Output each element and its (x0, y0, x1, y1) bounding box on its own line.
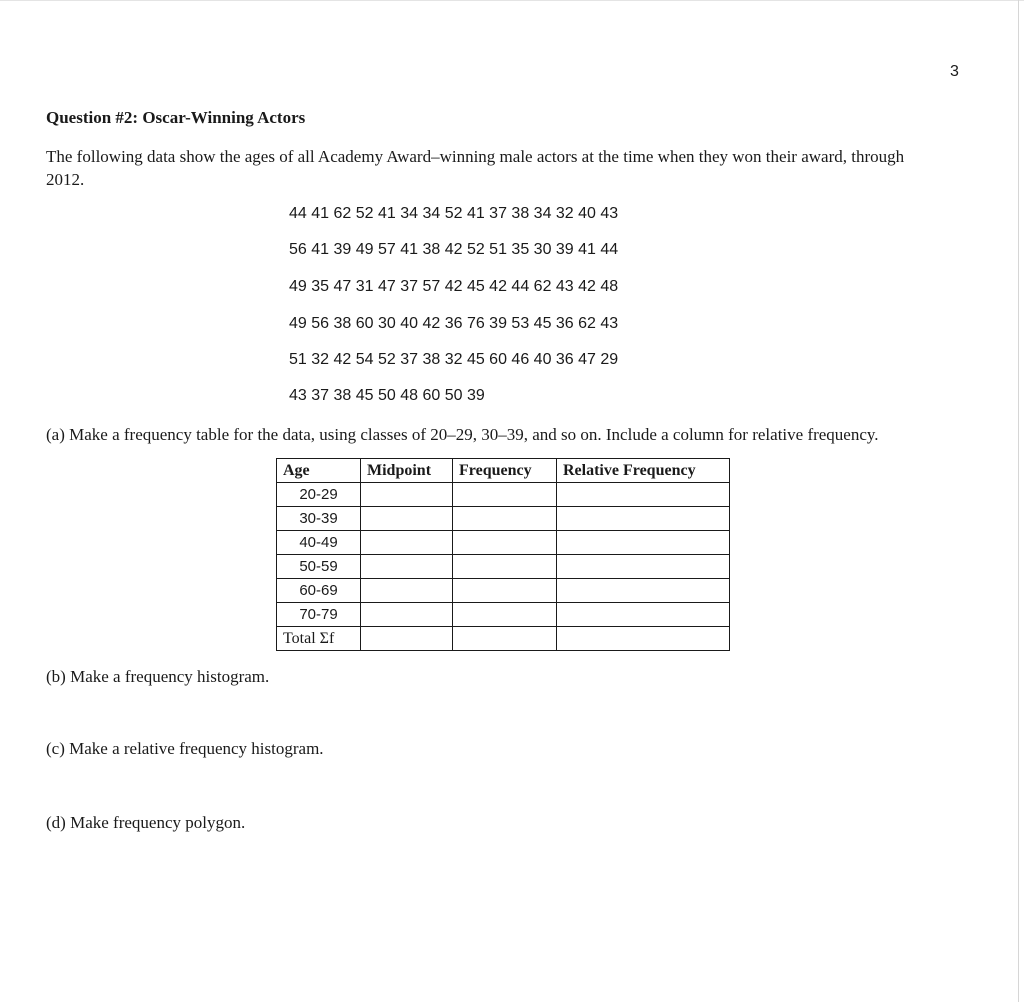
frequency-cell[interactable] (453, 483, 557, 507)
page-top-border (0, 0, 1024, 1)
page-right-border (1018, 0, 1019, 1002)
midpoint-cell[interactable] (361, 531, 453, 555)
header-frequency: Frequency (453, 459, 557, 483)
frequency-total-cell[interactable] (453, 627, 557, 651)
age-class-cell: 50-59 (277, 555, 361, 579)
data-row-2: 56 41 39 49 57 41 38 42 52 51 35 30 39 41 44 (289, 241, 619, 258)
data-row-6: 43 37 38 45 50 48 60 50 39 (289, 387, 485, 404)
table-row (277, 531, 730, 555)
relative-frequency-cell[interactable] (557, 483, 730, 507)
question-intro: The following data show the ages of all Academy Award–winning male actors at the time when they won their award, through 2012. (46, 147, 905, 189)
midpoint-cell[interactable] (361, 579, 453, 603)
relative-frequency-total-cell[interactable] (557, 627, 730, 651)
table-row (277, 483, 730, 507)
data-row-4: 49 56 38 60 30 40 42 36 76 39 53 45 36 62 43 (289, 315, 619, 332)
data-row-5: 51 32 42 54 52 37 38 32 45 60 46 40 36 47 29 (289, 351, 619, 368)
frequency-table (276, 458, 730, 651)
age-class-cell: 20-29 (277, 483, 361, 507)
relative-frequency-cell[interactable] (557, 555, 730, 579)
table-row (277, 603, 730, 627)
midpoint-cell[interactable] (361, 555, 453, 579)
part-a-instruction: (a) Make a frequency table for the data, using classes of 20–29, 30–39, and so on. Include a column for relative frequency. (46, 425, 879, 444)
header-relative-frequency: Relative Frequency (557, 459, 730, 483)
age-class-cell: 60-69 (277, 579, 361, 603)
midpoint-total-cell[interactable] (361, 627, 453, 651)
frequency-cell[interactable] (453, 531, 557, 555)
age-class-cell: 30-39 (277, 507, 361, 531)
midpoint-cell[interactable] (361, 507, 453, 531)
frequency-cell[interactable] (453, 555, 557, 579)
page-number: 3 (950, 63, 959, 80)
age-class-cell: 40-49 (277, 531, 361, 555)
table-row (277, 555, 730, 579)
frequency-cell[interactable] (453, 579, 557, 603)
data-row-1: 44 41 62 52 41 34 34 52 41 37 38 34 32 40 43 (289, 205, 619, 222)
part-d-instruction: (d) Make frequency polygon. (46, 813, 246, 832)
part-b-instruction: (b) Make a frequency histogram. (46, 667, 270, 686)
total-label-cell: Total Σf (277, 627, 361, 651)
part-c-instruction: (c) Make a relative frequency histogram. (46, 739, 324, 758)
table-header-row (277, 459, 730, 483)
midpoint-cell[interactable] (361, 483, 453, 507)
relative-frequency-cell[interactable] (557, 507, 730, 531)
data-row-3: 49 35 47 31 47 37 57 42 45 42 44 62 43 42 48 (289, 278, 619, 295)
relative-frequency-cell[interactable] (557, 579, 730, 603)
age-class-cell: 70-79 (277, 603, 361, 627)
table-row (277, 579, 730, 603)
header-midpoint: Midpoint (361, 459, 453, 483)
relative-frequency-cell[interactable] (557, 531, 730, 555)
frequency-cell[interactable] (453, 507, 557, 531)
frequency-cell[interactable] (453, 603, 557, 627)
question-title: Question #2: Oscar-Winning Actors (46, 108, 306, 127)
table-row (277, 507, 730, 531)
midpoint-cell[interactable] (361, 603, 453, 627)
table-total-row (277, 627, 730, 651)
relative-frequency-cell[interactable] (557, 603, 730, 627)
header-age: Age (277, 459, 361, 483)
